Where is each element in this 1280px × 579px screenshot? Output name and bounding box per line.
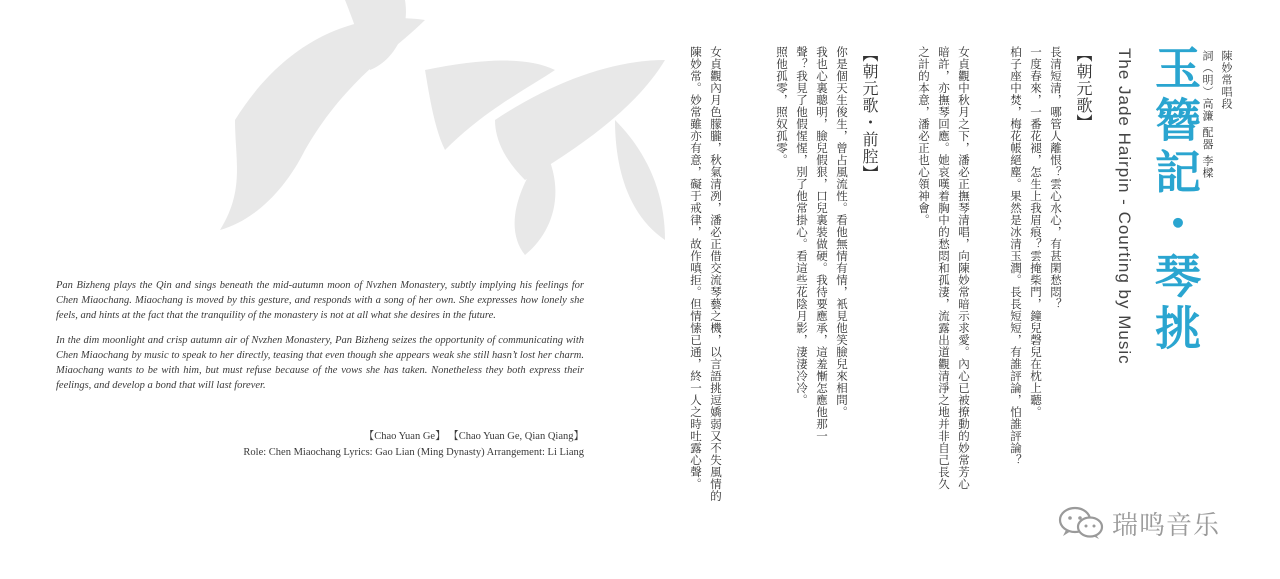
note-line: 之計的本意，潘必正也心領神會。 — [917, 46, 931, 226]
english-paragraph: In the dim moonlight and crisp autumn air of Nvzhen Monastery, Pan Bizheng seizes the opportunity of communicating with Chen Miaochang by music to speak to her directly, teasing that even though she appears weak she still hasn’t lost her charm. Miaochang wants to be with him, but must refuse because of the vows she has taken. Nonetheless they both express their feelings, and develop a bond that will last forever. — [56, 335, 584, 391]
note-line: 女貞觀內月色朦朧，秋氣清冽，潘必正借交流琴藝之機，以言語挑逗嬌弱又不失風情的 — [709, 46, 723, 502]
brush-calligraphy — [195, 0, 715, 260]
section-heading-1: 【朝元歌】 — [1074, 46, 1093, 131]
watermark — [1058, 506, 1220, 540]
note-line: 陳妙常。妙常雖亦有意，礙于戒律，故作嗔拒。但情愫已通，終一人之時吐露心聲。 — [689, 46, 703, 490]
page-subtitle-en: The Jade Hairpin - Courting by Music — [1115, 48, 1134, 365]
english-paragraph: Pan Bizheng plays the Qin and sings beneath the mid-autumn moon of Nvzhen Monastery, subtly implying his feelings for Chen Miaochang. Miaochang is moved by this gesture, and responds with a song of her own. She expresses how lonely she feels, and hints at the fact that the tranquility of the monastery is not at all what she desires in the future. — [56, 280, 584, 321]
watermark-text: 瑞鸣音乐 — [1112, 510, 1221, 541]
lyric-line: 一度春來，一番花褪，怎生上我眉痕？雲掩柴門，鐘兒磬兒在枕上聽。 — [1029, 46, 1043, 418]
credits-line-cn: 詞（明）高濂 配器 李樑 — [1201, 50, 1214, 179]
english-description — [56, 278, 584, 403]
lyric-line: 你是個天生俊生，曾占風流性。看他無情有情，衹見他笑臉兒來相問。 — [835, 46, 849, 418]
singer-line: 陳妙常唱段 — [1220, 50, 1233, 110]
role-credits-line: Role: Chen Miaochang Lyrics: Gao Lian (Ming Dynasty) Arrangement: Li Liang — [243, 447, 584, 458]
section-heading-2: 【朝元歌・前腔】 — [860, 46, 879, 182]
lyric-line: 柏子座中焚，梅花帳絕塵。果然是冰清玉潤。長長短短，有誰評論，怕誰評論？ — [1009, 46, 1023, 466]
lyric-line: 長清短清，哪管人離恨？雲心水心，有甚閑愁悶？ — [1049, 46, 1063, 310]
note-line: 女貞觀中秋月之下，潘必正撫琴清唱，向陳妙常暗示求愛。內心已被撩動的妙常芳心 — [957, 46, 971, 490]
english-credits — [200, 429, 584, 461]
note-line: 暗許，亦撫琴回應。她哀嘆着胸中的愁悶和孤淒，流露出道觀清淨之地并非自己長久 — [937, 46, 951, 490]
lyric-line: 照他孤零，照奴孤零。 — [775, 46, 789, 166]
page-title: 玉簪記・琴挑 — [1148, 44, 1202, 356]
lyric-line: 聲？我見了他假惺惺，別了他常掛心。看這些花陰月影，淒淒冷冷。 — [795, 46, 809, 406]
brush-stroke-graphic — [195, 0, 715, 260]
lyric-line: 我也心裏聰明，臉兒假狠，口兒裏裝做硬。我待要應承，這羞慚怎應他那一 — [815, 46, 829, 442]
wechat-icon — [1058, 506, 1104, 540]
sections-line: 【Chao Yuan Ge】 【Chao Yuan Ge, Qian Qiang】 — [363, 431, 584, 442]
